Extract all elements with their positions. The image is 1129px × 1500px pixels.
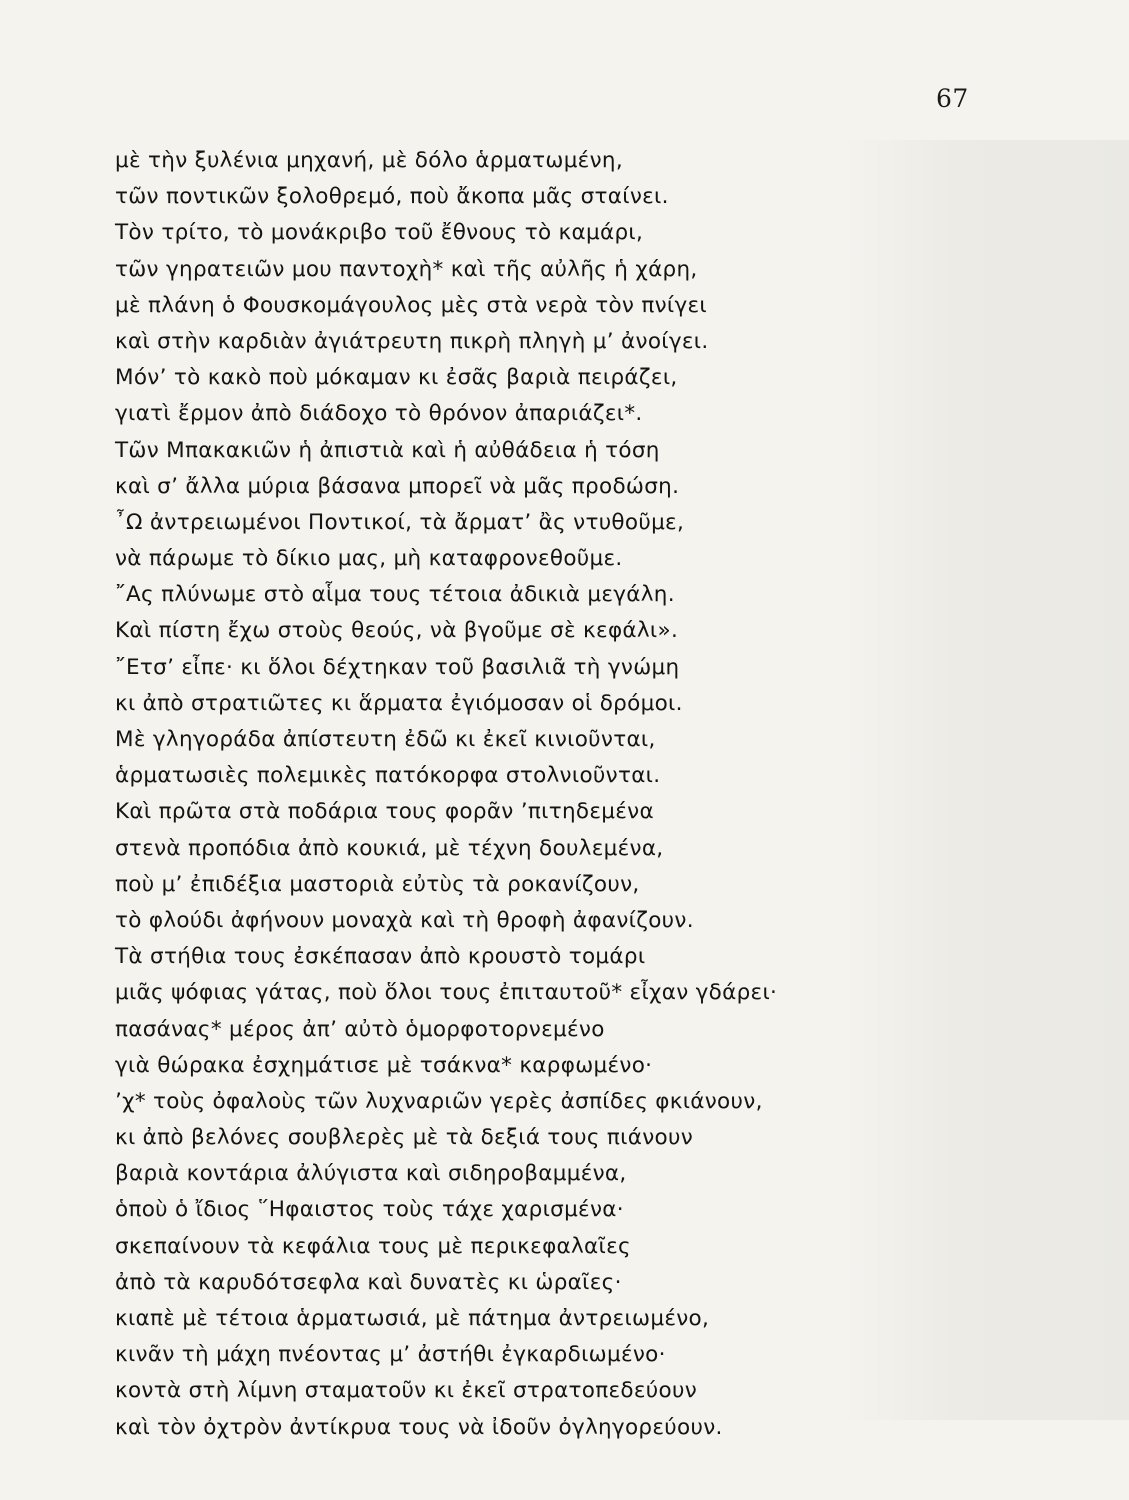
poem-line: μὲ πλάνη ὁ Φουσκομάγουλος μὲς στὰ νερὰ τὸν πνίγει <box>115 292 708 318</box>
poem-line: μὲ τὴν ξυλένια μηχανή, μὲ δόλο ἁρματωμένη, <box>115 148 623 173</box>
poem-line: ὁποὺ ὁ ἴδιος ῞Ηφαιστος τοὺς τάχε χαρισμένα· <box>115 1197 624 1223</box>
poem-line: ῎Ετσ’ εἶπε· κι ὅλοι δέχτηκαν τοῦ βασιλιᾶ τὴ γνώμη <box>115 654 680 680</box>
poem-line: ῎Ας πλύνωμε στὸ αἷμα τους τέτοια ἀδικιὰ μεγάλη. <box>115 582 675 608</box>
poem-line: Τὸν τρίτο, τὸ μονάκριβο τοῦ ἔθνους τὸ καμάρι, <box>115 220 644 246</box>
poem-line: βαριὰ κοντάρια ἀλύγιστα καὶ σιδηροβαμμένα, <box>115 1161 627 1187</box>
poem-line: Καὶ πίστη ἔχω στοὺς θεούς, νὰ βγοῦμε σὲ κεφάλι». <box>115 618 679 644</box>
poem-line: τῶν ποντικῶν ξολοθρεμό, ποὺ ἄκοπα μᾶς σταίνει. <box>115 184 669 210</box>
poem-line: μιᾶς ψόφιας γάτας, ποὺ ὅλοι τους ἐπιταυτοῦ* εἶχαν γδάρει· <box>115 980 778 1006</box>
poem-line: κινᾶν τὴ μάχη πνέοντας μ’ ἀστήθι ἐγκαρδιωμένο· <box>115 1342 666 1368</box>
poem-line: γιατὶ ἔρμον ἀπὸ διάδοχο τὸ θρόνον ἀπαριάζει*. <box>115 401 643 427</box>
poem-line: καὶ σ’ ἄλλα μύρια βάσανα μπορεῖ νὰ μᾶς προδώση. <box>115 473 680 499</box>
poem-line: γιὰ θώρακα ἐσχημάτισε μὲ τσάκνα* καρφωμένο· <box>115 1052 653 1078</box>
poem-line: ’χ* τοὺς ὀφαλοὺς τῶν λυχναριῶν γερὲς ἀσπίδες φκιάνουν, <box>115 1088 763 1114</box>
page-number: 67 <box>936 84 969 113</box>
poem-line: καὶ στὴν καρδιὰν ἀγιάτρευτη πικρὴ πληγὴ μ’ ἀνοίγει. <box>115 328 709 354</box>
poem-line: Καὶ πρῶτα στὰ ποδάρια τους φορᾶν ’πιτηδεμένα <box>115 799 654 825</box>
poem-line: ποὺ μ’ ἐπιδέξια μαστοριὰ εὐτὺς τὰ ροκανίζουν, <box>115 871 640 897</box>
poem-line: Μὲ γληγοράδα ἀπίστευτη ἐδῶ κι ἐκεῖ κινιοῦνται, <box>115 727 656 752</box>
poem-line: ἁρματωσιὲς πολεμικὲς πατόκορφα στολνιοῦνται. <box>115 763 661 789</box>
poem-line: Τῶν Μπακακιῶν ἡ ἀπιστιὰ καὶ ἡ αὐθάδεια ἡ τόση <box>115 437 660 463</box>
poem-line: σκεπαίνουν τὰ κεφάλια τους μὲ περικεφαλαῖες <box>115 1233 631 1259</box>
poem-line: πασάνας* μέρος ἀπ’ αὐτὸ ὁμορφοτορνεμένο <box>115 1016 605 1042</box>
poem-line: τῶν γηρατειῶν μου παντοχὴ* καὶ τῆς αὐλῆς ἡ χάρη, <box>115 256 698 282</box>
poem-line: καὶ τὸν ὀχτρὸν ἀντίκρυα τους νὰ ἰδοῦν ὀγληγορεύουν. <box>115 1414 723 1440</box>
poem-line: κιαπὲ μὲ τέτοια ἁρματωσιά, μὲ πάτημα ἀντρειωμένο, <box>115 1306 710 1331</box>
poem-line: Τὰ στήθια τους ἐσκέπασαν ἀπὸ κρουστὸ τομάρι <box>115 944 646 970</box>
poem-line: νὰ πάρωμε τὸ δίκιο μας, μὴ καταφρονεθοῦμε. <box>115 546 623 572</box>
poem-line: ῏Ω ἀντρειωμένοι Ποντικοί, τὰ ἄρματ’ ἂς ντυθοῦμε, <box>115 509 685 535</box>
poem-line: κι ἀπὸ βελόνες σουβλερὲς μὲ τὰ δεξιά τους πιάνουν <box>115 1125 694 1151</box>
poem-line: κοντὰ στὴ λίμνη σταματοῦν κι ἐκεῖ στρατοπεδεύουν <box>115 1378 698 1404</box>
poem-text <box>115 143 950 1446</box>
poem-line: κι ἀπὸ στρατιῶτες κι ἅρματα ἐγιόμοσαν οἱ δρόμοι. <box>115 690 683 716</box>
poem-line: στενὰ προπόδια ἀπὸ κουκιά, μὲ τέχνη δουλεμένα, <box>115 835 664 861</box>
poem-line: ἀπὸ τὰ καρυδότσεφλα καὶ δυνατὲς κι ὡραῖες· <box>115 1269 622 1295</box>
poem-line: Μόν’ τὸ κακὸ ποὺ μόκαμαν κι ἐσᾶς βαριὰ πειράζει, <box>115 365 678 391</box>
poem-line: τὸ φλούδι ἀφήνουν μοναχὰ καὶ τὴ θροφὴ ἀφανίζουν. <box>115 907 694 933</box>
